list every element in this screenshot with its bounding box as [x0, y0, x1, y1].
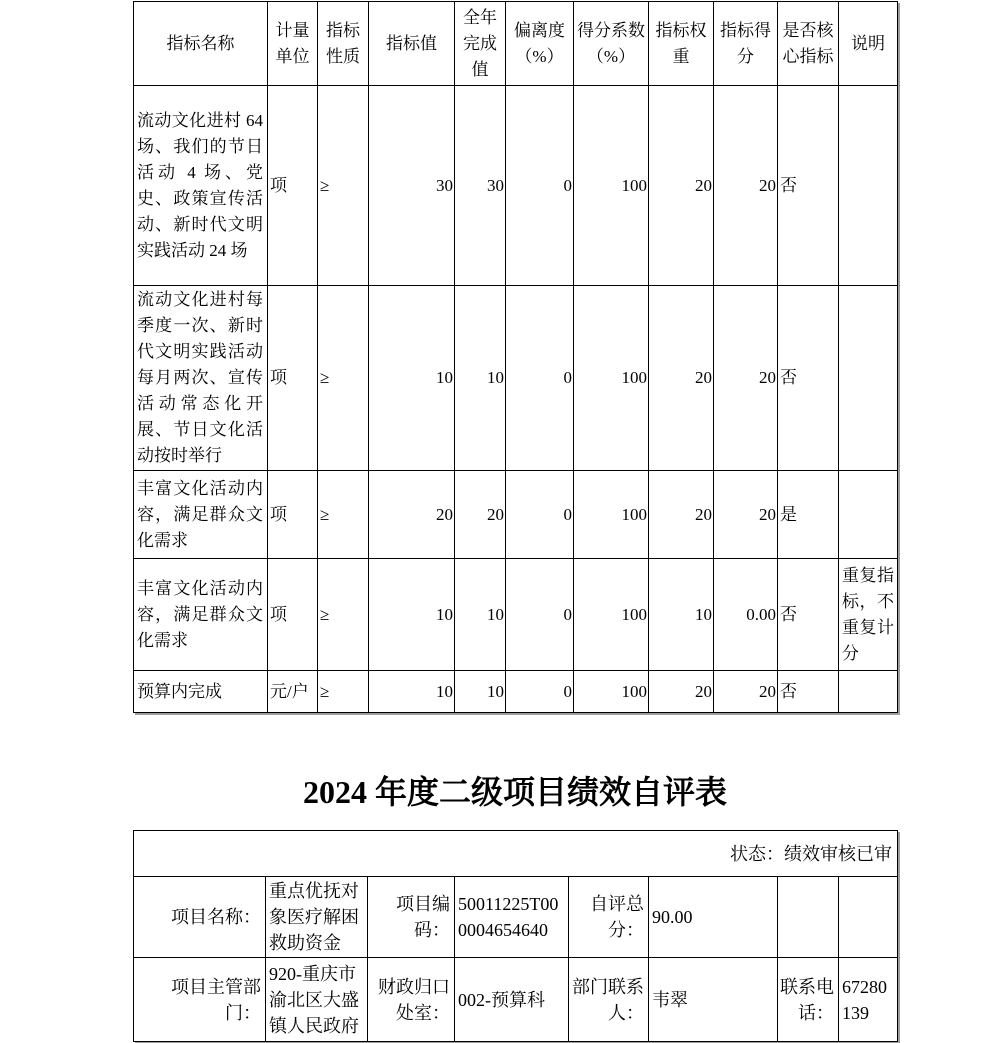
indicator-table	[133, 1, 898, 713]
indicator-name-cell: 预算内完成	[134, 671, 268, 713]
note-cell: 重复指标，不重复计分	[839, 559, 898, 671]
core-indicator-cell: 否	[778, 671, 839, 713]
indicator-name-cell: 流动文化进村 64 场、我们的节日活动 4 场、党史、政策宣传活动、新时代文明实践活动 24 场	[134, 86, 268, 286]
target-value-cell: 10	[369, 286, 455, 471]
table-row	[134, 286, 898, 471]
score-cell: 20	[714, 286, 778, 471]
target-value-cell: 20	[369, 471, 455, 559]
project-name-value: 重点优抚对象医疗解困救助资金	[266, 877, 368, 958]
header-deviation: 偏离度（%）	[506, 2, 574, 86]
score-cell: 20	[714, 471, 778, 559]
header-indicator-name: 指标名称	[134, 2, 268, 86]
completed-value-cell: 10	[455, 559, 506, 671]
completed-value-cell: 10	[455, 286, 506, 471]
weight-cell: 20	[649, 471, 714, 559]
empty-cell	[778, 877, 839, 958]
table-row	[134, 671, 898, 713]
project-code-value: 50011225T000004654640	[455, 877, 569, 958]
deviation-cell: 0	[506, 286, 574, 471]
deviation-cell: 0	[506, 86, 574, 286]
empty-cell	[839, 877, 898, 958]
deviation-cell: 0	[506, 471, 574, 559]
note-cell	[839, 286, 898, 471]
header-score: 指标得分	[714, 2, 778, 86]
header-score-coefficient: 得分系数（%）	[574, 2, 649, 86]
target-value-cell: 30	[369, 86, 455, 286]
coefficient-cell: 100	[574, 559, 649, 671]
deviation-cell: 0	[506, 559, 574, 671]
header-completed-value: 全年完成值	[455, 2, 506, 86]
nature-cell: ≥	[318, 86, 369, 286]
unit-cell: 项	[268, 286, 318, 471]
header-nature: 指标性质	[318, 2, 369, 86]
completed-value-cell: 10	[455, 671, 506, 713]
note-cell	[839, 86, 898, 286]
project-name-label: 项目名称：	[134, 877, 266, 958]
status-text: 状态：绩效审核已审	[134, 831, 898, 877]
indicator-name-cell: 丰富文化活动内容，满足群众文化需求	[134, 471, 268, 559]
header-note: 说明	[839, 2, 898, 86]
phone-label: 联系电话：	[778, 958, 839, 1042]
status-row	[134, 831, 898, 877]
indicator-name-cell: 流动文化进村每季度一次、新时代文明实践活动每月两次、宣传活动常态化开展、节日文化活动按时举行	[134, 286, 268, 471]
coefficient-cell: 100	[574, 471, 649, 559]
note-cell	[839, 471, 898, 559]
coefficient-cell: 100	[574, 86, 649, 286]
self-eval-score-value: 90.00	[649, 877, 778, 958]
unit-cell: 项	[268, 86, 318, 286]
completed-value-cell: 30	[455, 86, 506, 286]
unit-cell: 元/户	[268, 671, 318, 713]
nature-cell: ≥	[318, 559, 369, 671]
weight-cell: 20	[649, 286, 714, 471]
score-cell: 20	[714, 671, 778, 713]
department-info-row	[134, 958, 898, 1042]
coefficient-cell: 100	[574, 286, 649, 471]
self-eval-score-label: 自评总分：	[569, 877, 649, 958]
finance-office-value: 002-预算科	[455, 958, 569, 1042]
note-cell	[839, 671, 898, 713]
score-cell: 0.00	[714, 559, 778, 671]
header-unit: 计量单位	[268, 2, 318, 86]
nature-cell: ≥	[318, 471, 369, 559]
header-target-value: 指标值	[369, 2, 455, 86]
coefficient-cell: 100	[574, 671, 649, 713]
core-indicator-cell: 否	[778, 559, 839, 671]
weight-cell: 20	[649, 671, 714, 713]
completed-value-cell: 20	[455, 471, 506, 559]
weight-cell: 10	[649, 559, 714, 671]
project-info-row	[134, 877, 898, 958]
header-row	[134, 2, 898, 86]
score-cell: 20	[714, 86, 778, 286]
core-indicator-cell: 否	[778, 286, 839, 471]
table-row	[134, 471, 898, 559]
contact-person-value: 韦翠	[649, 958, 778, 1042]
nature-cell: ≥	[318, 286, 369, 471]
table-row	[134, 559, 898, 671]
unit-cell: 项	[268, 471, 318, 559]
header-core-indicator: 是否核心指标	[778, 2, 839, 86]
finance-office-label: 财政归口处室：	[368, 958, 455, 1042]
deviation-cell: 0	[506, 671, 574, 713]
project-code-label: 项目编码：	[368, 877, 455, 958]
unit-cell: 项	[268, 559, 318, 671]
core-indicator-cell: 是	[778, 471, 839, 559]
indicator-name-cell: 丰富文化活动内容，满足群众文化需求	[134, 559, 268, 671]
contact-person-label: 部门联系人：	[569, 958, 649, 1042]
self-eval-table	[133, 830, 898, 1042]
target-value-cell: 10	[369, 671, 455, 713]
weight-cell: 20	[649, 86, 714, 286]
dept-label: 项目主管部门：	[134, 958, 266, 1042]
nature-cell: ≥	[318, 671, 369, 713]
core-indicator-cell: 否	[778, 86, 839, 286]
header-weight: 指标权重	[649, 2, 714, 86]
page-title: 2024 年度二级项目绩效自评表	[302, 774, 727, 810]
phone-value: 67280139	[839, 958, 898, 1042]
dept-value: 920-重庆市渝北区大盛镇人民政府	[266, 958, 368, 1042]
target-value-cell: 10	[369, 559, 455, 671]
table-row	[134, 86, 898, 286]
